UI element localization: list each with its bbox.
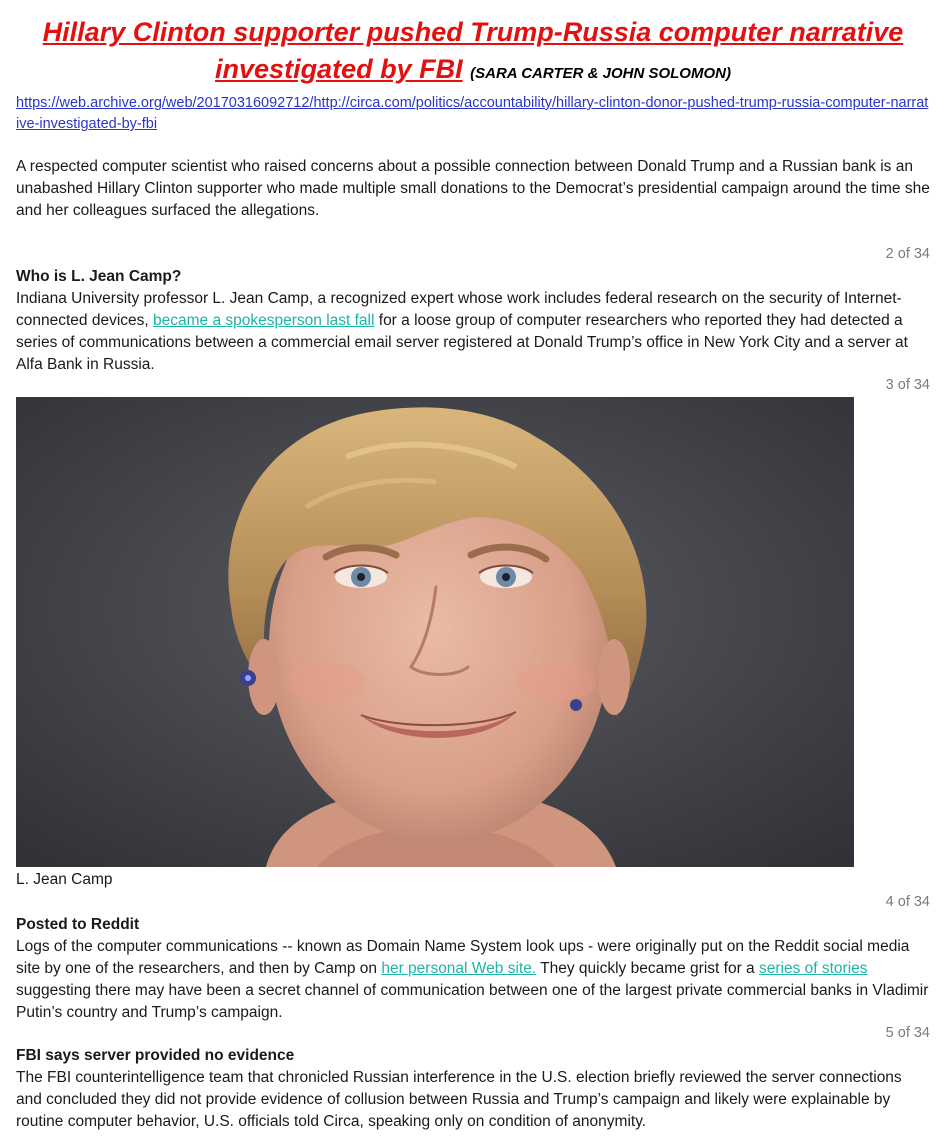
page-counter-4: 4 of 34 [885,894,930,910]
portrait-illustration [16,397,854,867]
series-of-stories-link[interactable]: series of stories [758,960,868,977]
text-run: Logs of the computer communications -- known as Domain Name System look ups - were originally put on the Reddit social media site by one of the researchers, and then by Camp on [16,938,910,977]
text-run: for a loose group of computer researchers who reported they had detected a series of communications between a commercial email server registered at Donald Trump’s office in New York City and a server at Alfa Bank in Russia. [16,312,908,373]
page-counter-5: 5 of 34 [885,1025,930,1041]
section-paragraph-fbi-no-evidence: The FBI counterintelligence team that chronicled Russian interference in the U.S. election briefly reviewed the server connections and concluded they did not provide evidence of collusion between Russia and Trump’s campaign and likely were explainable by routine computer behavior, U.S. officials told Circa, speaking only on condition of anonymity. [16,1069,902,1130]
text-run: They quickly became grist for a [536,960,759,977]
section-heading-posted-to-reddit: Posted to Reddit [16,916,140,933]
headline-title: Hillary Clinton supporter pushed Trump-Russia computer narrative investigated by FBI [42,17,904,84]
intro-paragraph: A respected computer scientist who raised concerns about a possible connection between Donald Trump and a Russian bank is an unabashed Hillary Clinton supporter who made multiple small donations to the Democrat’s presidential campaign around the time she and her colleagues surfaced the allegations. [16,158,930,219]
headline [16,14,930,92]
section-heading-who-is-camp: Who is L. Jean Camp? [16,268,182,285]
portrait-photo [16,397,854,867]
text-run: Indiana University professor L. Jean Camp, a recognized expert whose work includes federal research on the security of Internet-connected devices, [16,290,902,329]
section-heading-fbi-no-evidence: FBI says server provided no evidence [16,1047,295,1064]
photo-caption: L. Jean Camp [16,871,113,888]
text-run: suggesting there may have been a secret channel of communication between one of the largest private commercial banks in Vladimir Putin’s country and Trump’s campaign. [16,982,929,1021]
page-counter-2: 2 of 34 [885,246,930,262]
section-paragraph-who-is-camp [16,288,930,376]
headline-byline: (SARA CARTER & JOHN SOLOMON) [470,65,731,82]
page-counter-3: 3 of 34 [885,377,930,393]
source-url-link[interactable]: https://web.archive.org/web/20170316092712/http://circa.com/politics/accountability/hillary-clinton-donor-pushed-trump-russia-computer-narrative-investigated-by-fbi [16,95,929,132]
spokesperson-link[interactable]: became a spokesperson last fall [153,312,375,329]
personal-website-link[interactable]: her personal Web site. [381,960,537,977]
section-paragraph-posted-to-reddit [16,936,930,1024]
